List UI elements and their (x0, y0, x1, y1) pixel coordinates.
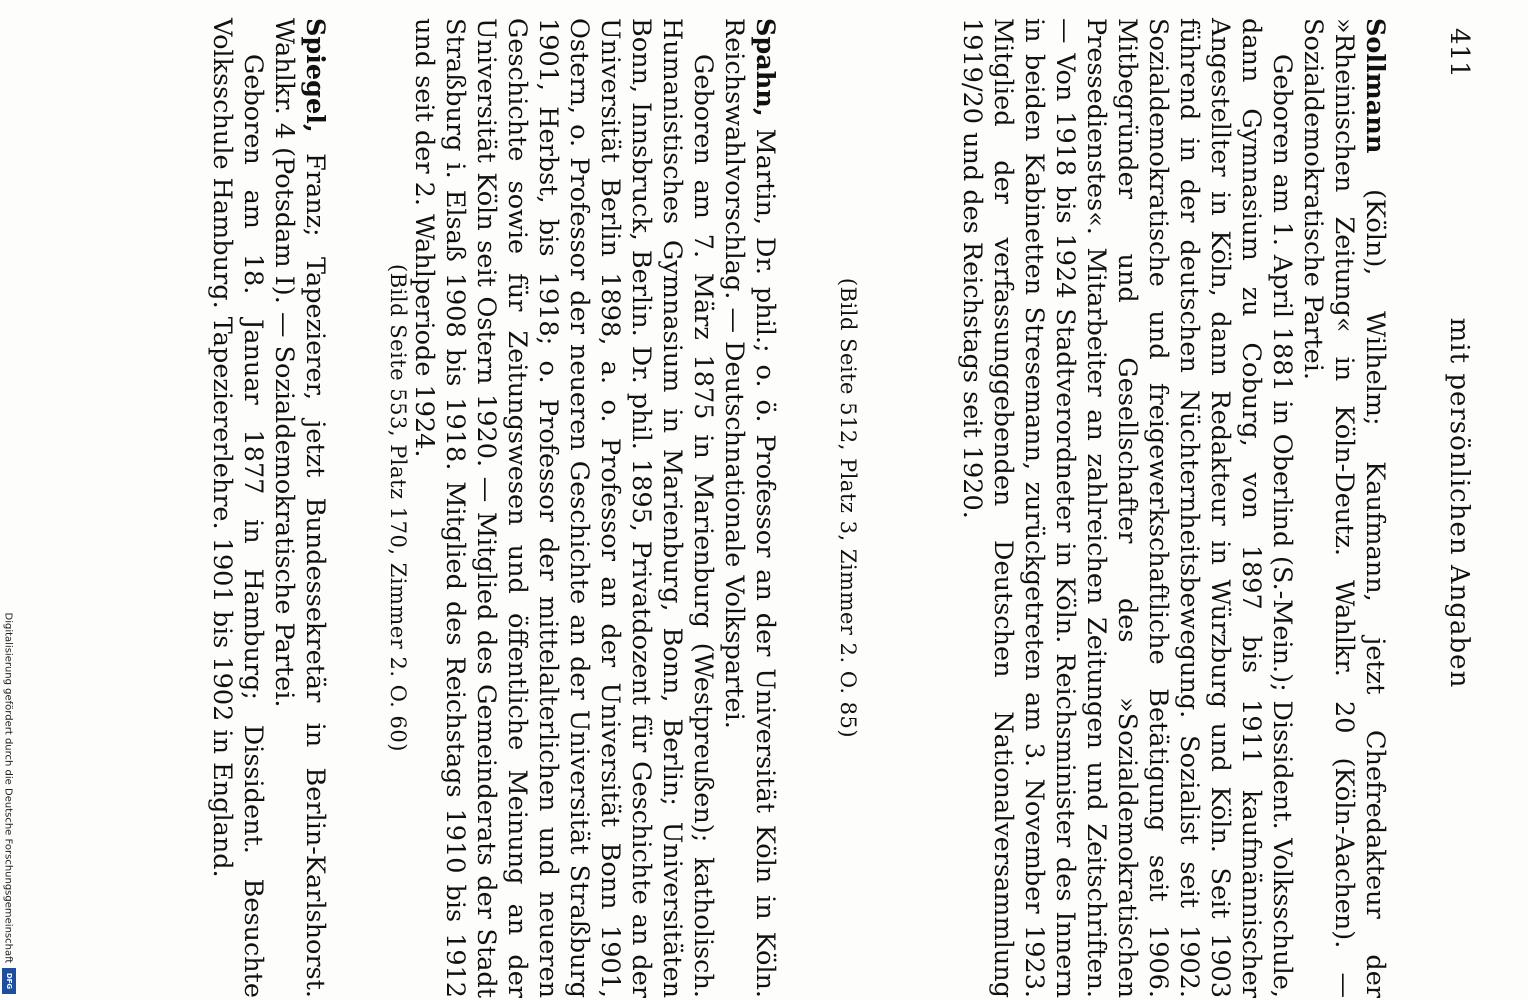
entry-name: Spahn, (750, 18, 780, 117)
entry-body: Geboren am 7. März 1875 in Marienburg (Westpreußen); katholisch. Humanistisches Gymnasium in Marienburg, Bonn, Berlin; Universitäten Bonn, Innsbruck, Berlin. Dr. phil. 1895, Privatdozent für Geschichte an der Universität Berlin 1898, a. o. Professor an der Universität Bonn 1901, Ostern, o. Professor der neueren Geschichte an der Universität Straßburg 1901, Herbst, bis 1918; o. Professor der mittelalterlichen und neueren Geschichte sowie für Zeitungswesen und öffentliche Meinung an der Universität Köln seit Ostern 1920. — Mitglied des Gemeinderats der Stadt Straßburg i. Elsaß 1908 bis 1918. Mitglied des Reichstags 1910 bis 1912 und seit der 2. Wahlperiode 1924. (409, 18, 718, 998)
entry-reference: (Bild Seite 512, Platz 3, Zimmer 2. O. 85) (836, 277, 860, 739)
logo-text: DFG (5, 972, 13, 990)
entry-name: Spiegel, (300, 18, 330, 133)
biography-entry-spiegel (206, 18, 330, 998)
entry-heading: (Köln), Wilhelm; Kaufmann, jetzt Chefredakteur der »Rheinischen Zeitung« in Köln-Deutz. Wahlkr. 20 (Köln-Aachen). — Sozialdemokratische Partei. (1298, 18, 1390, 998)
credit-text: Digitalisierung gefördert durch die Deutsche Forschungsgemeinschaft (2, 612, 14, 964)
entry-heading: Martin, Dr. phil.; o. ö. Professor an der Universität Köln in Köln. Reichswahlvorschlag. — Deutschnationale Volkspartei. (719, 18, 780, 998)
entry-heading: Franz; Tapezierer, jetzt Bundessekretär in Berlin-Karlshorst. Wahlkr. 4 (Potsdam I). — Sozialdemokratische Partei. (269, 18, 330, 998)
page-header (1420, 18, 1490, 988)
entry-reference: (Bild Seite 553, Platz 170, Zimmer 2. O. 60) (386, 264, 410, 752)
biography-entry-spahn (408, 18, 780, 998)
biography-entry-sollmann (956, 18, 1390, 998)
page-number: 411 (1444, 28, 1474, 78)
rotated-book-page (100, 18, 1490, 998)
entry-name: Sollmann (1360, 18, 1390, 154)
digitization-credit (0, 605, 16, 995)
entry-body: Geboren am 1. April 1881 in Oberlind (S.-Mein.); Dissident. Volksschule, dann Gymnasium zu Coburg, von 1897 bis 1911 kaufmännischer Angestellter in Köln, dann Redakteur in Würzburg und Köln. Seit 1903 führend in der deutschen Nüchternheitsbewegung. Sozialist seit 1902. Sozialdemokratische und freigewerkschaftliche Betätigung seit 1906. Mitbegründer und Gesellschafter des »Sozialdemokratischen Pressedienstes«. Mitarbeiter an zahlreichen Zeitungen und Zeitschriften. — Von 1918 bis 1924 Stadtverordneter in Köln. Reichsminister des Innern in beiden Kabinetten Stresemann, zurückgetreten am 3. November 1923. Mitglied der verfassunggebenden Deutschen Nationalversammlung 1919/20 und des Reichstags seit 1920. (957, 18, 1297, 998)
running-title: mit persönlichen Angaben (1444, 317, 1474, 689)
entry-body: Geboren am 18. Januar 1877 in Hamburg; Dissident. Besuchte Volksschule Hamburg. Tapeziererlehre. 1901 bis 1902 in England. (207, 18, 268, 998)
dfg-logo-icon (2, 968, 16, 994)
